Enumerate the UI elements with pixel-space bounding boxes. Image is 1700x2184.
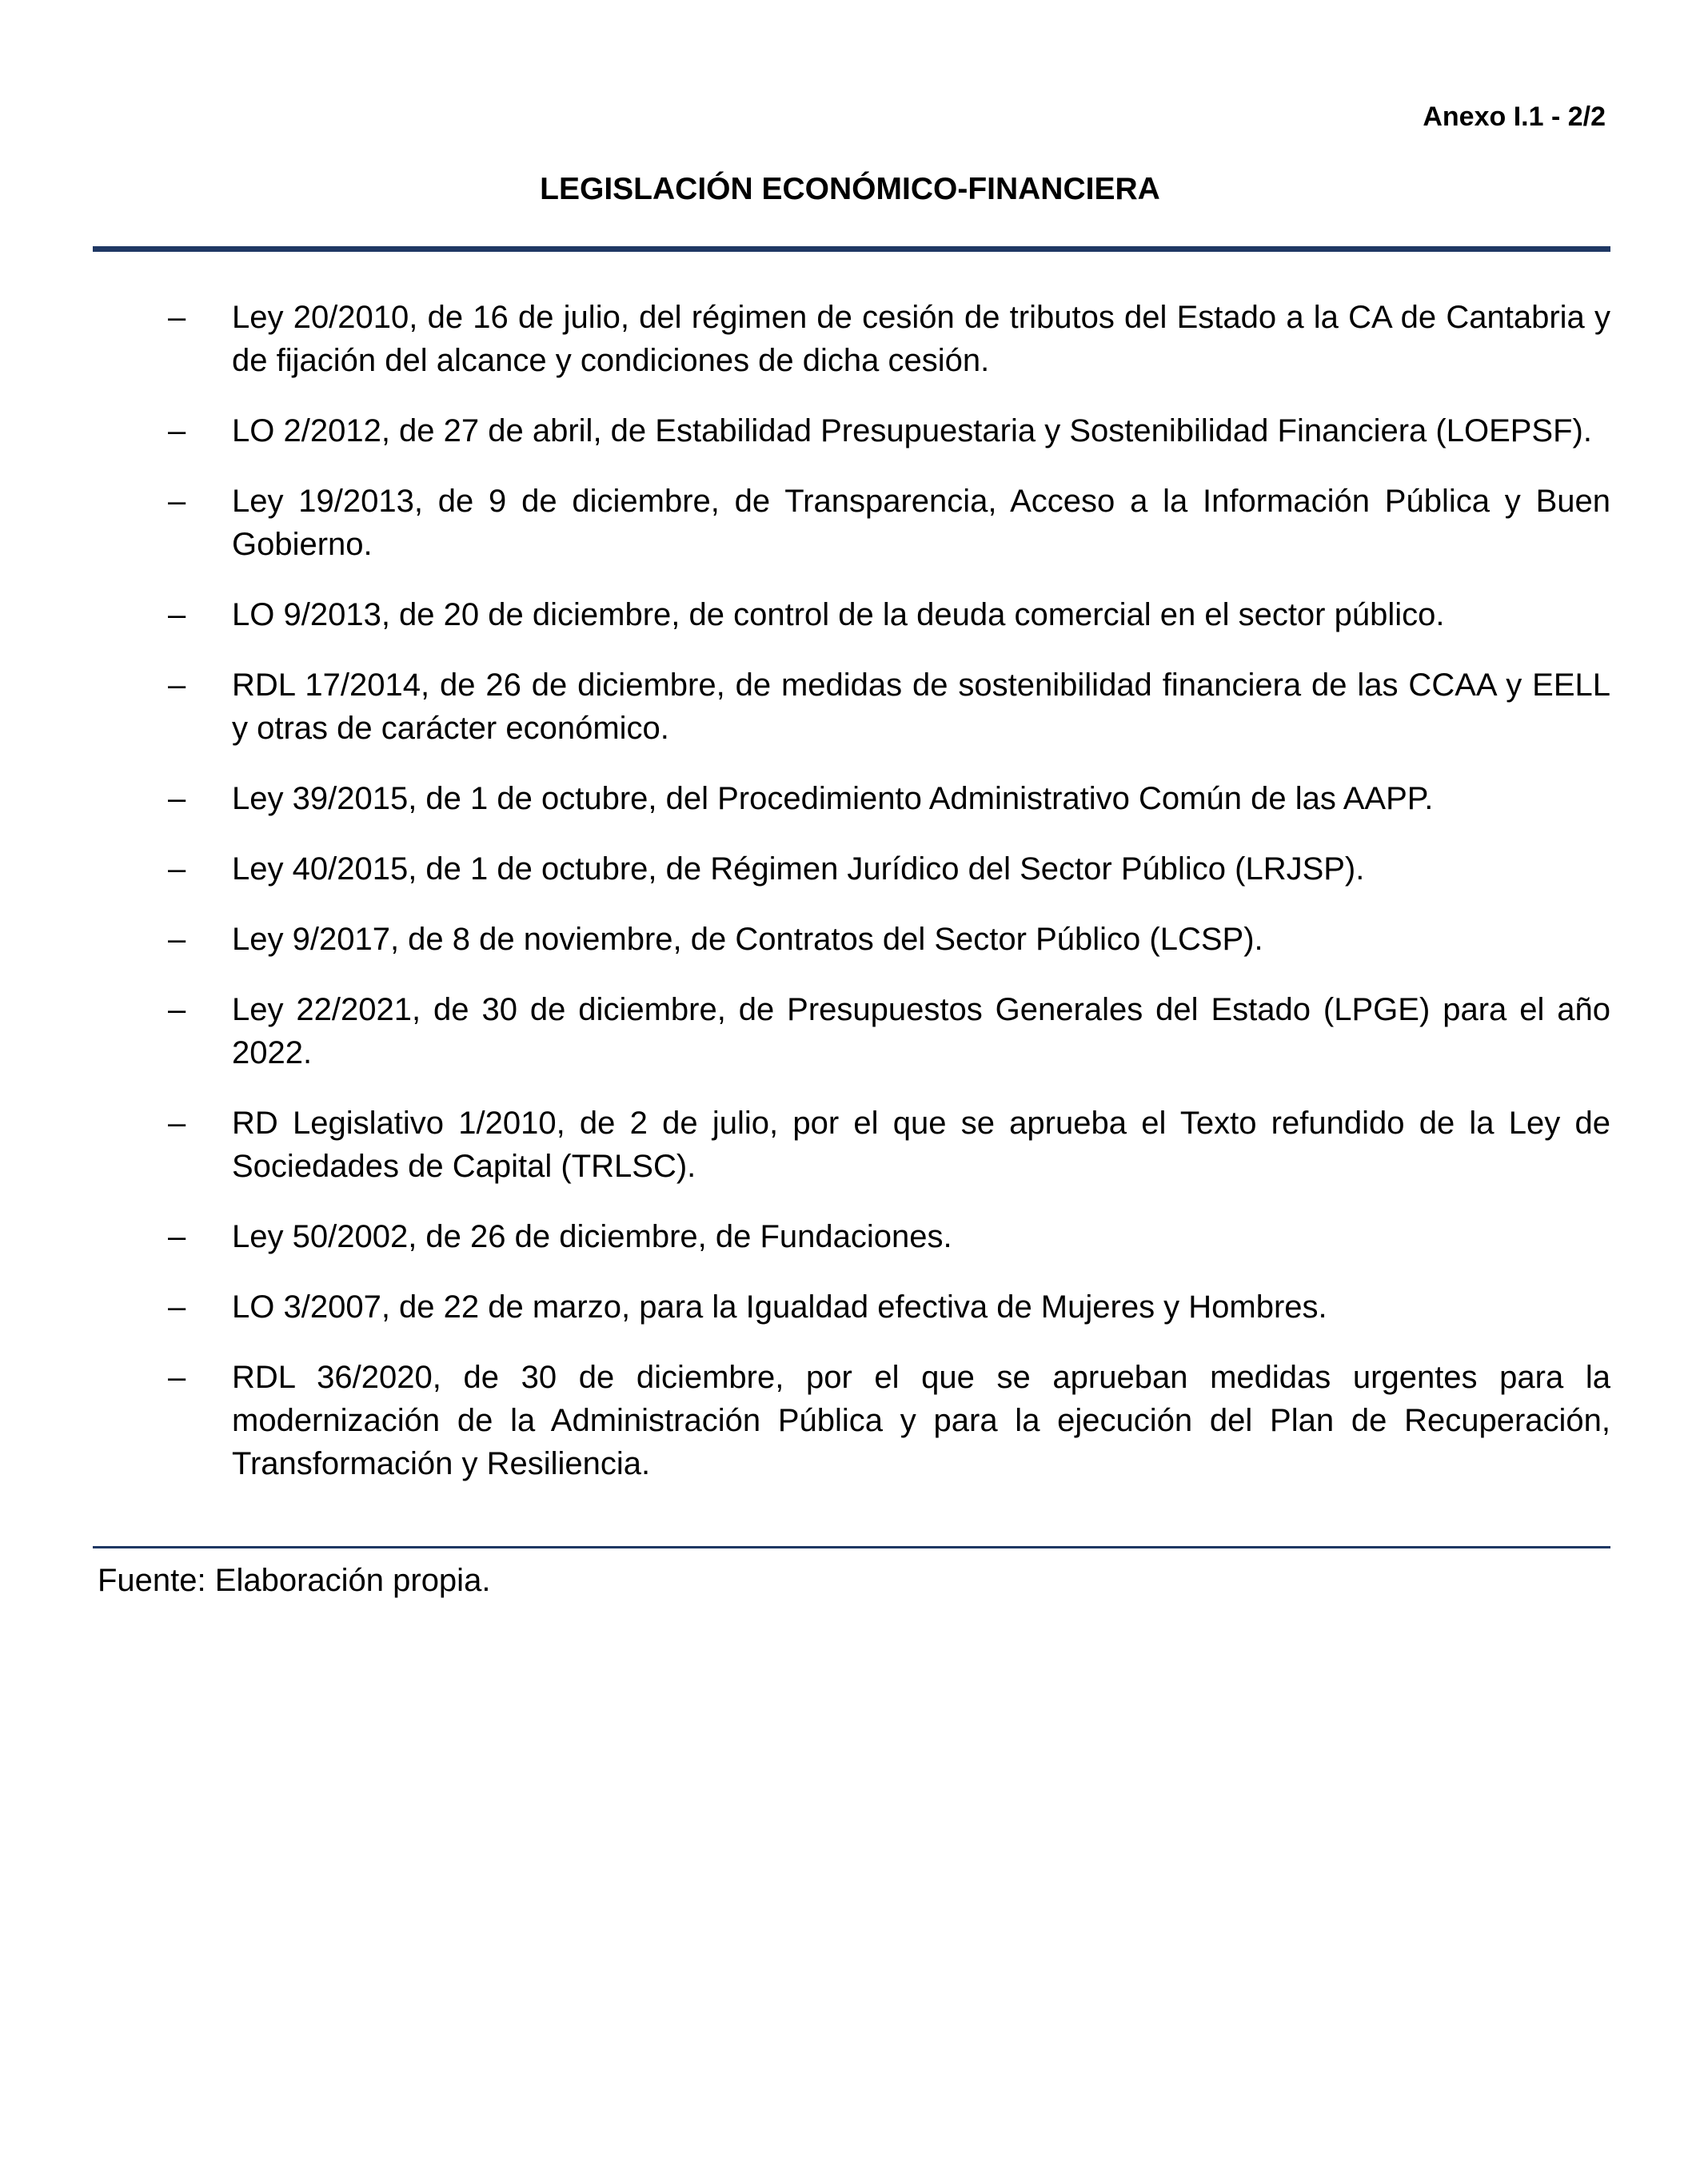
list-item-text: Ley 20/2010, de 16 de julio, del régimen de cesión de tributos del Estado a la CA de Cantabria y de fijación del alcance y condiciones de dicha cesión. [232, 300, 1610, 378]
list-item-text: Ley 50/2002, de 26 de diciembre, de Fundaciones. [232, 1219, 952, 1254]
dash-bullet: – [168, 484, 186, 519]
dash-bullet: – [168, 1219, 186, 1254]
list-item-text: Ley 22/2021, de 30 de diciembre, de Presupuestos Generales del Estado (LPGE) para el año 2022. [232, 992, 1610, 1070]
footer-divider [93, 1546, 1610, 1548]
source-note: Fuente: Elaboración propia. [98, 1563, 491, 1598]
list-item [93, 918, 1610, 961]
dash-bullet: – [168, 1106, 186, 1141]
list-item-text: LO 2/2012, de 27 de abril, de Estabilidad Presupuestaria y Sostenibilidad Financiera (LOEPSF). [232, 413, 1592, 448]
dash-bullet: – [168, 413, 186, 448]
dash-bullet: – [168, 1360, 186, 1395]
dash-bullet: – [168, 1289, 186, 1325]
list-item [93, 1102, 1610, 1188]
list-item-text: Ley 39/2015, de 1 de octubre, del Procedimiento Administrativo Común de las AAPP. [232, 781, 1434, 816]
list-item [93, 777, 1610, 820]
dash-bullet: – [168, 597, 186, 632]
list-item-text: RD Legislativo 1/2010, de 2 de julio, por el que se aprueba el Texto refundido de la Ley de Sociedades de Capital (TRLSC). [232, 1106, 1610, 1184]
dash-bullet: – [168, 992, 186, 1027]
dash-bullet: – [168, 668, 186, 703]
list-item [93, 480, 1610, 566]
list-item [93, 1285, 1610, 1329]
dash-bullet: – [168, 781, 186, 816]
list-item-text: RDL 36/2020, de 30 de diciembre, por el que se aprueban medidas urgentes para la modernización de la Administración Pública y para la ejecución del Plan de Recuperación, Transformación y Resiliencia. [232, 1360, 1610, 1481]
list-item-text: LO 9/2013, de 20 de diciembre, de control de la deuda comercial en el sector público. [232, 597, 1445, 632]
list-item-text: LO 3/2007, de 22 de marzo, para la Igualdad efectiva de Mujeres y Hombres. [232, 1289, 1327, 1325]
dash-bullet: – [168, 300, 186, 335]
document-title: LEGISLACIÓN ECONÓMICO-FINANCIERA [540, 172, 1160, 206]
list-item-text: Ley 19/2013, de 9 de diciembre, de Transparencia, Acceso a la Información Pública y Buen Gobierno. [232, 484, 1610, 562]
legislation-list [93, 296, 1610, 1512]
list-item [93, 296, 1610, 382]
list-item [93, 664, 1610, 750]
list-item [93, 988, 1610, 1074]
list-item [93, 1215, 1610, 1258]
dash-bullet: – [168, 922, 186, 957]
dash-bullet: – [168, 851, 186, 887]
header-divider [93, 246, 1610, 252]
list-item [93, 593, 1610, 636]
annex-label: Anexo I.1 - 2/2 [1423, 102, 1606, 132]
list-item [93, 409, 1610, 452]
list-item-text: RDL 17/2014, de 26 de diciembre, de medidas de sostenibilidad financiera de las CCAA y EELL y otras de carácter económico. [232, 668, 1610, 746]
list-item-text: Ley 9/2017, de 8 de noviembre, de Contratos del Sector Público (LCSP). [232, 922, 1263, 957]
list-item [93, 847, 1610, 891]
list-item [93, 1356, 1610, 1485]
list-item-text: Ley 40/2015, de 1 de octubre, de Régimen Jurídico del Sector Público (LRJSP). [232, 851, 1365, 887]
